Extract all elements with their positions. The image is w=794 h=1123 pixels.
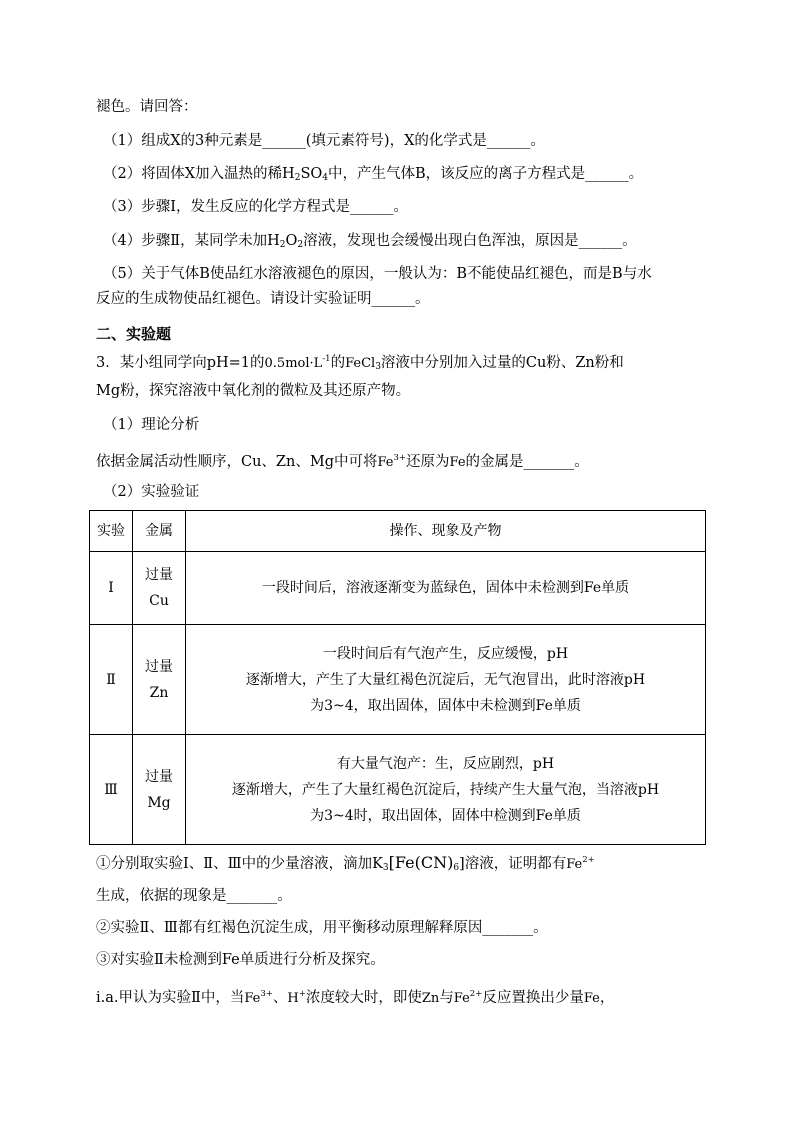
row-desc-line1: 一段时间后，溶液逐渐变为蓝绿色，固体中未检测到Fe单质 [261, 580, 630, 596]
q2-part2-sub2: 4 [322, 173, 328, 183]
row-metal-line2: Cu [149, 593, 169, 609]
c1-cn-sub: 6 [453, 863, 460, 873]
row-metal-line2: Mg [147, 794, 171, 811]
q2-part4-sub1: 2 [279, 240, 286, 250]
part1-text-b: 还原为 [406, 454, 450, 470]
q2-part2-sub1: 2 [294, 173, 301, 183]
row-desc-line3: 为3~4，取出固体，固体中未检测到Fe单质 [310, 697, 581, 714]
q3-concentration-sup: -1 [322, 354, 331, 364]
q3-text-b: 的 [330, 355, 346, 371]
q3-concentration: 0.5mol·L [264, 356, 323, 371]
part1-fe2: Fe [449, 455, 466, 470]
header-metal: 金属 [133, 511, 186, 552]
row-metal [133, 625, 186, 735]
conclusion-2: ②实验Ⅱ、Ⅲ都有红褐色沉淀生成，用平衡移动原理解释原因_______。 [96, 920, 548, 936]
c1-text-a: ①分别取实验I、Ⅱ、Ⅲ中的少量溶液，滴加K [96, 856, 383, 872]
header-description: 操作、现象及产物 [186, 511, 706, 552]
c4-text-e: 反应置换出少量 [482, 990, 584, 1006]
row-metal-line1: 过量 [145, 658, 173, 675]
q2-part4-text-a: （4）步骤Ⅱ，某同学未加H [103, 233, 280, 249]
q2-part2-text-a: （2）将固体X加入温热的稀H [103, 166, 295, 182]
q3-line2: Mg粉，探究溶液中氧化剂的微粒及其还原产物。 [96, 383, 411, 399]
q3-fecl: FeCl [345, 356, 376, 371]
table-row [90, 552, 706, 625]
c1-fe-sup: 2+ [582, 855, 595, 865]
part1-fe-sup: 3+ [393, 453, 407, 463]
q2-intro: 褪色。请回答： [96, 99, 198, 115]
row-description [186, 625, 706, 735]
q2-part2 [103, 164, 643, 188]
row-desc-line2: 逐渐增大，产生了大量红褐色沉淀后，无气泡冒出，此时溶液pH [245, 671, 646, 688]
c4-fe2: Fe [453, 991, 470, 1006]
experiment-table [89, 510, 706, 845]
table-row [90, 735, 706, 845]
c4-fe2-sup: 2+ [469, 989, 483, 999]
row-metal-line1: 过量 [145, 768, 173, 785]
q2-part3: （3）步骤I，发生反应的化学方程式是______。 [103, 199, 408, 215]
c1-text-b: [Fe(CN) [388, 853, 454, 872]
row-desc-line3: 为3~4时，取出固体，固体中检测到Fe单质 [310, 807, 581, 824]
q2-part5-line2: 反应的生成物使品红褪色。请设计实验证明______。 [96, 291, 430, 307]
q2-part5-line1: （5）关于气体B使品红水溶液褪色的原因，一般认为：B不能使品红褪色，而是B与水 [103, 266, 652, 282]
q3-fecl-sub: 3 [375, 362, 381, 372]
part1-text [96, 448, 589, 473]
row-id: Ⅱ [90, 625, 133, 735]
row-metal-line2: Zn [149, 684, 169, 701]
row-description [186, 552, 706, 625]
row-metal-line1: 过量 [145, 567, 173, 583]
conclusion-1-line2: 生成，依据的现象是_______。 [96, 888, 292, 904]
part1-fe: Fe [377, 455, 394, 470]
row-desc-line1: 一段时间后有气泡产生，反应缓慢，pH [322, 645, 569, 662]
conclusion-3: ③对实验Ⅱ未检测到Fe单质进行分析及探究。 [96, 952, 385, 968]
table-header-row [90, 511, 706, 552]
q2-part1: （1）组成X的3种元素是______(填元素符号)，X的化学式是______。 [103, 133, 545, 149]
row-desc-line2: 逐渐增大，产生了大量红褐色沉淀后，持续产生大量气泡，当溶液pH [231, 781, 660, 798]
c4-text-a: i.a.甲认为实验Ⅱ中，当 [96, 990, 245, 1006]
c1-k-sub: 3 [382, 863, 389, 873]
c4-h-sup: + [298, 989, 306, 999]
part1-text-a: 依据金属活动性顺序，Cu、Zn、Mg中可将 [96, 454, 378, 470]
section-heading: 二、实验题 [96, 325, 172, 343]
c4-text-f: ， [599, 990, 615, 1006]
part1-text-c: 的金属是_______。 [465, 454, 589, 470]
q3-line1 [96, 349, 624, 377]
row-description [186, 735, 706, 845]
row-metal [133, 735, 186, 845]
c4-fe: Fe [583, 991, 600, 1006]
header-experiment: 实验 [90, 511, 133, 552]
q2-part2-text-b: SO [300, 166, 323, 182]
q3-text-c: 溶液中分别加入过量的Cu粉、Zn粉和 [380, 355, 624, 371]
c4-text-b: 、 [272, 990, 288, 1006]
part2-title: （2）实验验证 [103, 484, 200, 500]
row-metal [133, 552, 186, 625]
c4-fe3: Fe [244, 991, 261, 1006]
c4-fe3-sup: 3+ [260, 989, 273, 999]
c1-text-c: ]溶液，证明都有 [459, 856, 567, 872]
q2-part4-text-b: O [285, 233, 298, 249]
row-id: Ⅲ [90, 735, 133, 845]
table-row [90, 625, 706, 735]
q2-part4-text-c: 溶液，发现也会缓慢出现白色浑浊，原因是______。 [303, 233, 637, 249]
q3-text-a: 3．某小组同学向pH=1的 [96, 355, 265, 371]
c4-zn: Zn [421, 991, 440, 1006]
row-id: Ⅰ [90, 552, 133, 625]
q2-part4 [103, 231, 637, 255]
c4-h: H [287, 991, 299, 1006]
c4-text-d: 与 [439, 990, 454, 1006]
c4-text-c: 浓度较大时，即使 [305, 990, 422, 1006]
q2-part2-text-c: 中，产生气体B，该反应的离子方程式是______。 [328, 166, 644, 182]
conclusion-4 [96, 984, 614, 1009]
q2-part4-sub2: 2 [297, 240, 304, 250]
conclusion-1-line1 [96, 850, 595, 878]
part1-title: （1）理论分析 [103, 417, 200, 433]
c1-fe: Fe [566, 857, 583, 872]
row-desc-line1: 有大量气泡产：生，反应剧烈，pH [336, 755, 555, 772]
